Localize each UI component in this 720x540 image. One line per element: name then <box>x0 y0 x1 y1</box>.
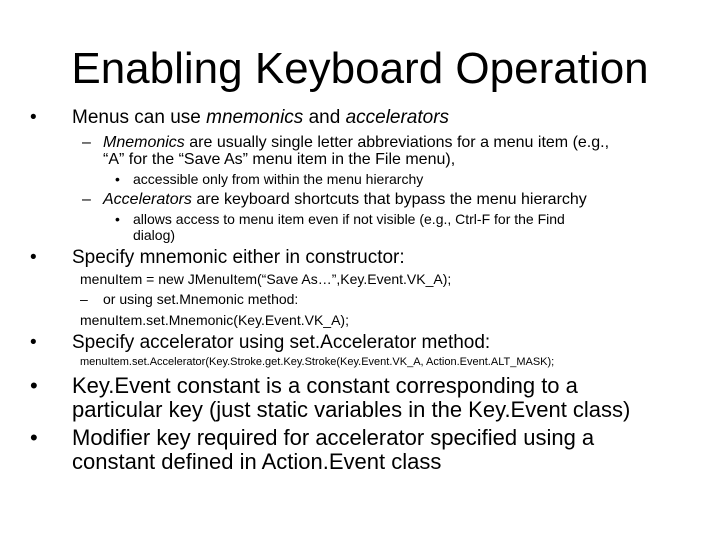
bullet-modifier-key-line2: constant defined in Action.Event class <box>72 449 442 474</box>
dash-marker: – <box>82 134 91 151</box>
slide-title: Enabling Keyboard Operation <box>71 44 649 93</box>
bullet-specify-accelerator: Specify accelerator using set.Accelerator method: <box>72 332 491 353</box>
bullet-menus-text-pre: Menus can use <box>72 107 207 128</box>
subsub-allows-access-line2: dialog) <box>133 227 176 243</box>
code-set-mnemonic: menuItem.set.Mnemonic(Key.Event.VK_A); <box>80 312 349 328</box>
bullet-keyevent-constant-line2: particular key (just static variables in the Key.Event class) <box>72 397 631 422</box>
subbullet-accelerators-em: Accelerators <box>103 191 192 208</box>
subbullet-mnemonics-rest: are usually single letter abbreviations for a menu item (e.g., <box>184 134 610 151</box>
bullet-marker: • <box>115 211 120 227</box>
bullet-modifier-key: Modifier key required for accelerator specified using a <box>72 425 595 450</box>
bullet-menus-em-mnemonics: mnemonics <box>206 107 304 128</box>
bullet-marker: • <box>30 107 37 128</box>
dash-marker: – <box>82 191 91 208</box>
subsub-accessible: accessible only from within the menu hierarchy <box>133 171 424 187</box>
code-jmenuitem-constructor: menuItem = new JMenuItem(“Save As…”,Key.Event.VK_A); <box>80 271 452 287</box>
subbullet-accelerators <box>103 191 587 208</box>
bullet-marker: • <box>30 332 37 353</box>
bullet-specify-mnemonic: Specify mnemonic either in constructor: <box>72 247 405 268</box>
subsub-allows-access: allows access to menu item even if not visible (e.g., Ctrl-F for the Find <box>133 211 565 227</box>
bullet-menus <box>72 107 449 129</box>
subbullet-accelerators-rest: are keyboard shortcuts that bypass the menu hierarchy <box>191 191 587 208</box>
subbullet-mnemonics <box>103 134 609 151</box>
bullet-menus-em-accelerators: accelerators <box>345 107 450 128</box>
dash-marker: – <box>80 291 88 307</box>
bullet-marker: • <box>30 425 38 450</box>
bullet-marker: • <box>30 373 38 398</box>
subbullet-mnemonics-em: Mnemonics <box>103 134 185 151</box>
bullet-marker: • <box>115 171 120 187</box>
subbullet-set-mnemonic: or using set.Mnemonic method: <box>103 291 299 307</box>
bullet-marker: • <box>30 247 37 268</box>
subbullet-mnemonics-line2: “A” for the “Save As” menu item in the File menu), <box>103 151 456 168</box>
bullet-menus-text-mid: and <box>303 107 346 128</box>
code-set-accelerator: menuItem.set.Accelerator(Key.Stroke.get.Key.Stroke(Key.Event.VK_A, Action.Event.ALT_MASK); <box>80 356 555 368</box>
bullet-keyevent-constant: Key.Event constant is a constant corresponding to a <box>72 373 578 398</box>
